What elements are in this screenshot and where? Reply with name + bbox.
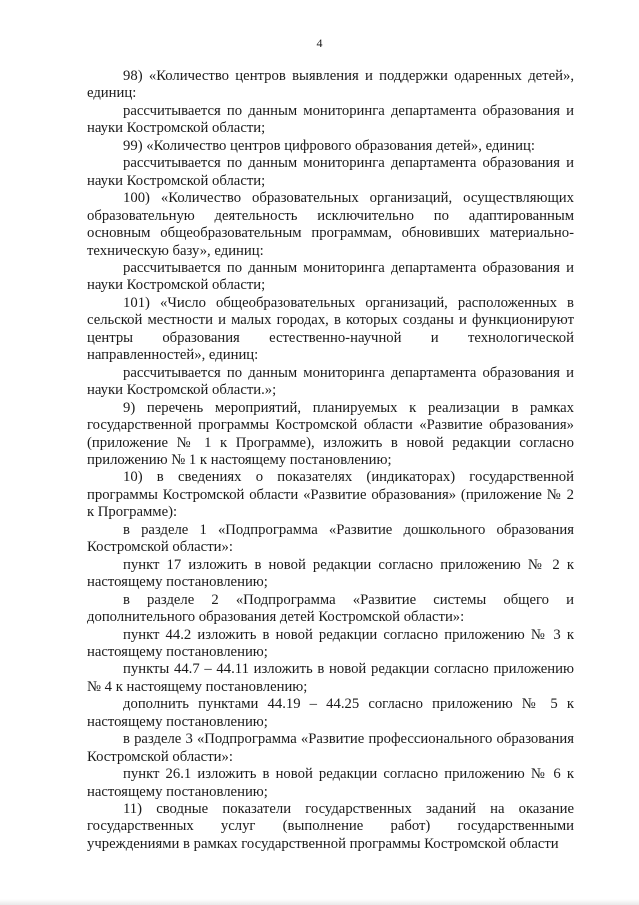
paragraph-calc-note: рассчитывается по данным мониторинга департамента образования и науки Костромской области.»;: [87, 364, 574, 399]
paragraph-item-9: 9) перечень мероприятий, планируемых к реализации в рамках государственной программы Костромской области «Развитие образования» (приложение № 1 к Программе), изложить в новой редакции согласно приложению № 1 к настоящему постановлению;: [87, 399, 574, 468]
document-body: [87, 68, 574, 853]
paragraph-section-1: в разделе 1 «Подпрограмма «Развитие дошкольного образования Костромской области»:: [87, 521, 574, 556]
paragraph-calc-note: рассчитывается по данным мониторинга департамента образования и науки Костромской области;: [87, 259, 574, 294]
paragraph-item-98: 98) «Количество центров выявления и поддержки одаренных детей», единиц:: [87, 68, 574, 102]
paragraph-item-99: 99) «Количество центров цифрового образования детей», единиц:: [123, 137, 535, 154]
paragraph-points-44-7-44-11: пункты 44.7 – 44.11 изложить в новой редакции согласно приложению № 4 к настоящему постановлению;: [87, 661, 574, 695]
paragraph-point-26-1: пункт 26.1 изложить в новой редакции согласно приложению № 6 к настоящему постановлению;: [87, 766, 574, 800]
paragraph-calc-note: рассчитывается по данным мониторинга департамента образования и науки Костромской области;: [87, 155, 574, 189]
paragraph-point-44-2: пункт 44.2 изложить в новой редакции согласно приложению № 3 к настоящему постановлению;: [87, 626, 574, 660]
paragraph-item-101: 101) «Число общеобразовательных организаций, расположенных в сельской местности и малых городах, в которых созданы и функционируют центры образования естественно-научной и технологической направленностей», единиц:: [87, 294, 574, 364]
paragraph-item-100: 100) «Количество образовательных организаций, осуществляющих образовательную деятельность исключительно по адаптированным основным общеобразовательным программам, обновивших материально-техническую базу», единиц:: [87, 190, 574, 259]
paragraph-section-2: в разделе 2 «Подпрограмма «Развитие системы общего и дополнительного образования детей Костромской области»:: [87, 591, 574, 626]
paragraph-point-17: пункт 17 изложить в новой редакции согласно приложению № 2 к настоящему постановлению;: [87, 556, 574, 591]
paragraph-item-11: 11) сводные показатели государственных заданий на оказание государственных услуг (выполнение работ) государственными учреждениями в рамках государственной программы Костромской области: [87, 801, 574, 852]
paragraph-item-10: 10) в сведениях о показателях (индикаторах) государственной программы Костромской области «Развитие образования» (приложение № 2 к Программе):: [87, 469, 574, 521]
page-number: 4: [316, 36, 323, 50]
paragraph-calc-note: рассчитывается по данным мониторинга департамента образования и науки Костромской области;: [87, 102, 574, 137]
page-bottom-edge: [0, 899, 639, 905]
paragraph-section-3: в разделе 3 «Подпрограмма «Развитие профессионального образования Костромской области»:: [87, 731, 574, 765]
paragraph-points-44-19-44-25: дополнить пунктами 44.19 – 44.25 согласно приложению № 5 к настоящему постановлению;: [87, 696, 574, 730]
